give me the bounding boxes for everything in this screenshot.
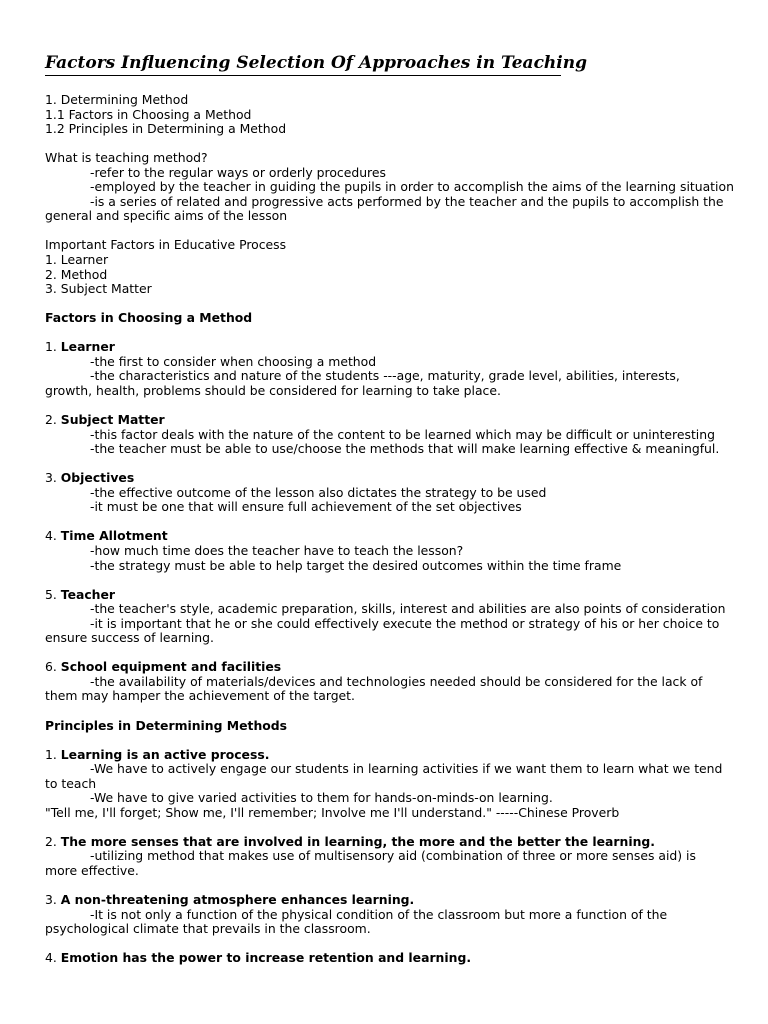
item-number: 2. <box>45 412 61 428</box>
item-point: -utilizing method that makes use of multisensory aid (combination of three or more senses aid) is more effective. <box>45 848 696 878</box>
outline-item: 1. Determining Method <box>45 92 189 107</box>
factors-heading: Factors in Choosing a Method <box>45 310 253 326</box>
item-name: Time Allotment <box>60 528 168 544</box>
item-name: Teacher <box>60 586 116 602</box>
item-number: 3. <box>45 892 61 908</box>
section-heading: Important Factors in Educative Process <box>45 237 287 253</box>
principle-item <box>45 951 725 966</box>
document-page <box>45 52 734 966</box>
title-underline <box>45 52 587 76</box>
definition-point: -employed by the teacher in guiding the pupils in order to accomplish the aims of the learning situation <box>90 179 734 195</box>
proverb-quote: "Tell me, I'll forget; Show me, I'll remember; Involve me I'll understand." -----Chinese Proverb <box>45 804 620 820</box>
item-name: Learning is an active process. <box>60 746 270 762</box>
list-item: 3. Subject Matter <box>45 281 152 297</box>
principles-heading: Principles in Determining Methods <box>45 717 288 733</box>
item-name: Objectives <box>60 470 135 486</box>
item-name: The more senses that are involved in learning, the more and the better the learning. <box>60 833 655 849</box>
outline-item: 1.2 Principles in Determining a Method <box>45 121 287 137</box>
principle-item <box>45 835 725 879</box>
item-point: -We have to actively engage our students in learning activities if we want them to learn what we tend to teach <box>45 761 723 791</box>
section-question: What is teaching method? <box>45 150 208 166</box>
item-name: Subject Matter <box>60 412 165 428</box>
factor-item <box>45 471 725 515</box>
factor-item <box>45 340 725 398</box>
item-number: 4. <box>45 950 61 966</box>
item-number: 4. <box>45 528 61 544</box>
item-point: -We have to give varied activities to them for hands-on-minds-on learning. <box>90 790 553 806</box>
item-name: Learner <box>60 339 115 355</box>
factor-item <box>45 413 725 457</box>
item-point: -It is not only a function of the physical condition of the classroom but more a function of the psychological climate that prevails in the classroom. <box>45 906 668 937</box>
important-factors-section <box>45 238 725 296</box>
item-point: -the strategy must be able to help target the desired outcomes within the time frame <box>90 557 622 573</box>
item-point: -how much time does the teacher have to teach the lesson? <box>90 542 464 558</box>
factor-item <box>45 529 725 573</box>
principle-item <box>45 748 725 821</box>
list-item: 1. Learner <box>45 252 109 268</box>
item-point: -the teacher's style, academic preparation, skills, interest and abilities are also points of consideration <box>90 601 726 617</box>
list-item: 2. Method <box>45 266 108 282</box>
item-point: -it is important that he or she could effectively execute the method or strategy of his or her choice to ensure success of learning. <box>45 615 720 646</box>
definition-point: -refer to the regular ways or orderly procedures <box>90 164 386 180</box>
item-name: Emotion has the power to increase retention and learning. <box>60 950 472 966</box>
item-number: 2. <box>45 833 61 849</box>
outline-item: 1.1 Factors in Choosing a Method <box>45 106 252 122</box>
definition-point: -is a series of related and progressive acts performed by the teacher and the pupils to accomplish the general and specific aims of the lesson <box>45 193 724 224</box>
item-point: -the teacher must be able to use/choose the methods that will make learning effective & meaningful. <box>90 441 720 457</box>
item-number: 5. <box>45 586 61 602</box>
teaching-method-section <box>45 150 734 224</box>
item-point: -the availability of materials/devices and technologies needed should be considered for the lack of them may hamper the achievement of the target. <box>45 673 703 704</box>
item-name: School equipment and facilities <box>60 659 282 675</box>
item-point: -the effective outcome of the lesson also dictates the strategy to be used <box>90 484 547 500</box>
item-point: -the characteristics and nature of the students ---age, maturity, grade level, abilities, interests, growth, health, problems should be considered for learning to take place. <box>45 368 680 398</box>
item-point: -this factor deals with the nature of the content to be learned which may be difficult or uninteresting <box>90 426 715 442</box>
page-title: Factors Influencing Selection Of Approaches in Teaching <box>45 53 587 73</box>
item-point: -the first to consider when choosing a method <box>90 353 377 369</box>
factor-item <box>45 588 725 646</box>
item-point: -it must be one that will ensure full achievement of the set objectives <box>90 499 522 515</box>
item-name: A non-threatening atmosphere enhances learning. <box>60 892 415 908</box>
factor-item <box>45 660 725 704</box>
item-number: 1. <box>45 746 61 762</box>
item-number: 6. <box>45 659 61 675</box>
item-number: 3. <box>45 470 61 486</box>
outline-list <box>45 93 725 137</box>
item-number: 1. <box>45 339 61 355</box>
principle-item <box>45 893 725 937</box>
